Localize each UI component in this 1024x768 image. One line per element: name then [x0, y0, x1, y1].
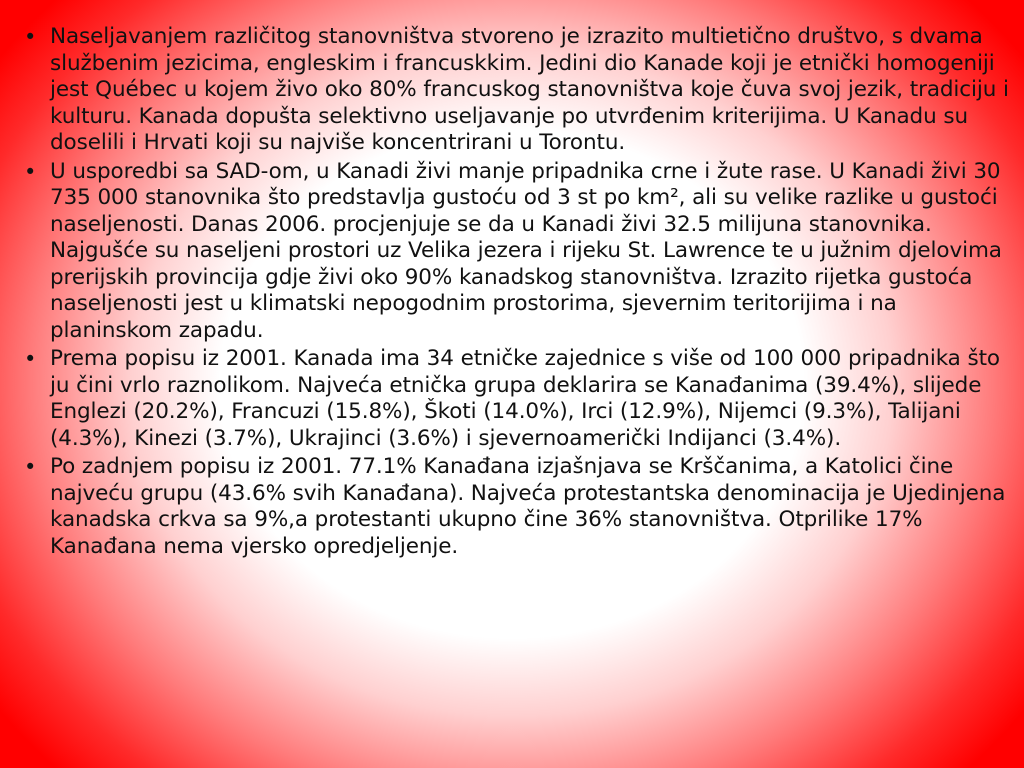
bullet-paragraph-4: [22, 454, 1012, 560]
paragraph-text: Po zadnjem popisu iz 2001. 77.1% Kanađana izjašnjava se Krščanima, a Katolici čine najveću grupu (43.6% svih Kanađana). Najveća protestantska denominacija je Ujedinjena kanadska crkva sa 9%,a protestanti ukupno čine 36% stanovništva. Otprilike 17% Kanađana nema vjersko opredjeljenje.: [50, 454, 1006, 559]
paragraph-text: Prema popisu iz 2001. Kanada ima 34 etničke zajednice s više od 100 000 pripadnika što ju čini vrlo raznolikom. Najveća etnička grupa deklarira se Kanađanima (39.4%), slijede Englezi (20.2%), Francuzi (15.8%), Škoti (14.0%), Irci (12.9%), Nijemci (9.3%), Talijani (4.3%), Kinezi (3.7%), Ukrajinci (3.6%) i sjevernoamerički Indijanci (3.4%).: [50, 346, 1000, 451]
bullet-point-icon: •: [24, 455, 37, 479]
bullet-point-icon: •: [24, 159, 37, 184]
bullet-point-icon: •: [24, 347, 37, 371]
paragraph-text: Naseljavanjem različitog stanovništva stvoreno je izrazito multietično društvo, s dvama službenim jezicima, engleskim i francuskkim. Jedini dio Kanade koji je etnički homogeniji jest Québec u kojem živo oko 80% francuskog stanovništva koje čuva svoj jezik, tradiciju i kulturu. Kanada dopušta selektivno useljavanje po utvrđenim kriterijima. U Kanadu su doselili i Hrvati koji su najviše koncentrirani u Torontu.: [50, 24, 1009, 155]
paragraph-text: U usporedbi sa SAD-om, u Kanadi živi manje pripadnika crne i žute rase. U Kanadi živi 30 735 000 stanovnika što predstavlja gustoću od 3 st po km², ali su velike razlike u gustoći naseljenosti. Danas 2006. procjenjuje se da u Kanadi živi 32.5 milijuna stanovnika. Najgušće su naseljeni prostori uz Velika jezera i rijeku St. Lawrence te u južnim djelovima prerijskih provincija gdje živi oko 90% kanadskog stanovništva. Izrazito rijetka gustoća naseljenosti jest u klimatski nepogodnim prostorima, sjevernim teritorijima i na planinskom zapadu.: [50, 158, 1002, 343]
bullet-paragraph-2: [22, 159, 1012, 345]
bullet-point-icon: •: [24, 25, 37, 49]
bullet-list: [22, 24, 1012, 562]
bullet-paragraph-1: [22, 24, 1012, 157]
bullet-paragraph-3: [22, 346, 1012, 452]
